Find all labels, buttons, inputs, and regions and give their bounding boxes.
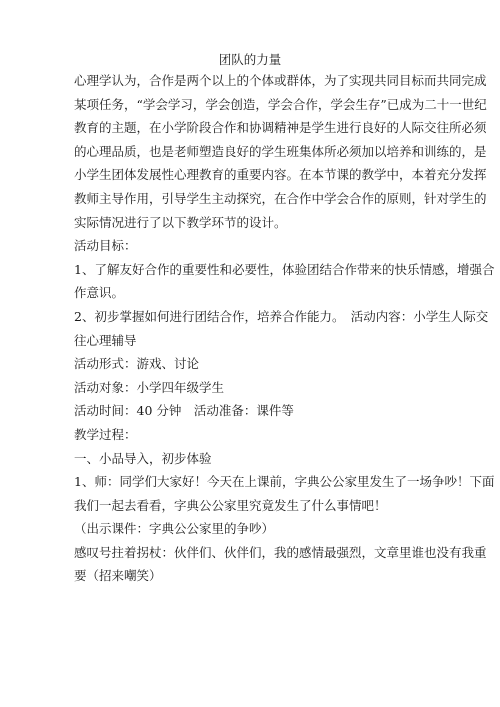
paragraph-line: 某项任务，“学会学习，学会创造，学会合作，学会生存”已成为二十一世纪 xyxy=(74,96,487,112)
document-body xyxy=(74,69,495,588)
document-title: 团队的力量 xyxy=(218,52,282,67)
section-heading: 活动目标： xyxy=(74,238,137,254)
paragraph-line: 心理学认为，合作是两个以上的个体或群体，为了实现共同目标而共同完成 xyxy=(74,73,487,88)
paragraph-line: 的心理品质，也是老师塑造良好的学生班集体所必须加以培养和训练的，是 xyxy=(74,143,487,159)
paragraph-line: 1、了解友好合作的重要性和必要性，体验团结合作带来的快乐情感，增强合 xyxy=(74,261,495,277)
paragraph-line: 1、师：同学们大家好！今天在上课前，字典公公家里发生了一场争吵！下面 xyxy=(74,474,495,490)
paragraph-line: 感叹号拄着拐杖：伙伴们、伙伴们，我的感情最强烈，文章里谁也没有我重 xyxy=(74,544,487,560)
section-heading: 一、小品导入，初步体验 xyxy=(74,450,212,466)
paragraph-line: 作意识。 xyxy=(74,285,125,301)
paragraph-line: 2、初步掌握如何进行团结合作，培养合作能力。 活动内容：小学生人际交 xyxy=(74,308,489,324)
paragraph-line: 实际情况进行了以下教学环节的设计。 xyxy=(74,214,287,230)
paragraph-line: 活动时间：40 分钟 活动准备：课件等 xyxy=(74,403,294,419)
paragraph-line: 往心理辅导 xyxy=(74,332,137,348)
section-heading: 教学过程： xyxy=(74,426,137,442)
paragraph-line: 活动对象：小学四年级学生 xyxy=(74,379,225,395)
paragraph-line: （出示课件：字典公公家里的争吵） xyxy=(74,521,275,537)
paragraph-line: 教师主导作用，引导学生主动探究，在合作中学会合作的原则，针对学生的 xyxy=(74,190,487,206)
paragraph-line: 我们一起去看看，字典公公家里究竟发生了什么事情吧！ xyxy=(74,497,387,513)
paragraph-line: 要（招来嘲笑） xyxy=(74,568,162,584)
paragraph-line: 小学生团体发展性心理教育的重要内容。在本节课的教学中，本着充分发挥 xyxy=(74,167,487,183)
paragraph-line: 教育的主题，在小学阶段合作和协调精神是学生进行良好的人际交往所必须 xyxy=(74,120,487,136)
paragraph-line: 活动形式：游戏、讨论 xyxy=(74,356,200,372)
